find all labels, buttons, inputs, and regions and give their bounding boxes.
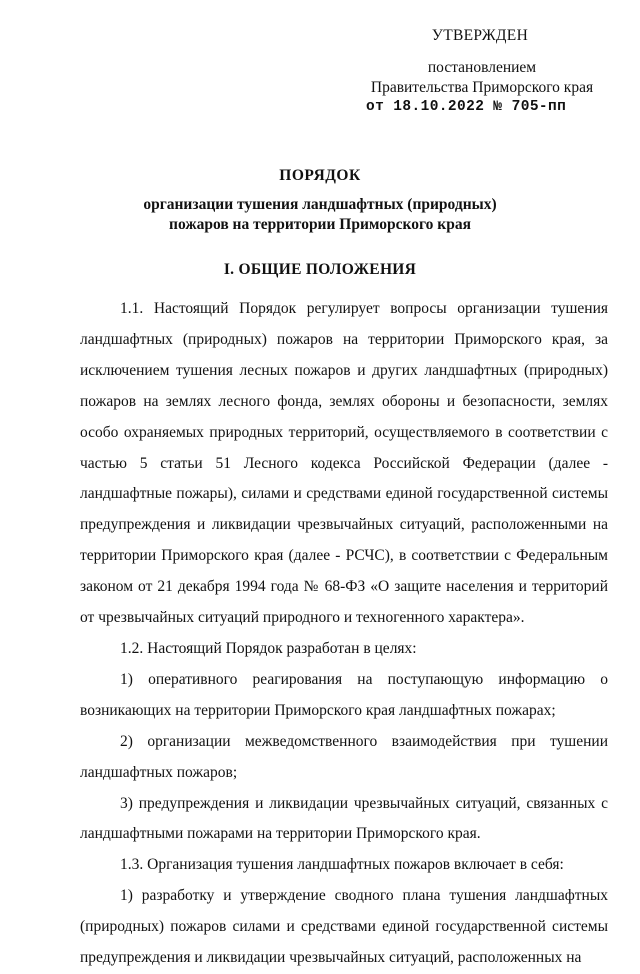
paragraph-1-1: 1.1. Настоящий Порядок регулирует вопросы организации тушения ландшафтных (природных) пожаров на территории Приморского края, за исключением тушения лесных пожаров и других ландшафтных (природных) пожаров на землях лесного фонда, землях обороны и безопасности, землях особо охраняемых природных территорий, осуществляемого в соответствии с частью 5 статьи 51 Лесного кодекса Российской Федерации (далее - ландшафтные пожары), силами и средствами единой государственной системы предупреждения и ликвидации чрезвычайных ситуаций, расположенными на территории Приморского края (далее - РСЧС), в соответствии с Федеральным законом от 21 декабря 1994 года № 68-ФЗ «О защите населения и территорий от чрезвычайных ситуаций природного и техногенного характера». [80, 300, 608, 627]
paragraph-1-2-item-1: 1) оперативного реагирования на поступающую информацию о возникающих на территории Приморского края ландшафтных пожарах; [80, 670, 608, 719]
approval-heading: УТВЕРЖДЕН [431, 27, 529, 44]
document-title: ПОРЯДОК [279, 167, 361, 184]
subtitle-line-1: организации тушения ландшафтных (природных) [143, 196, 497, 213]
paragraph-1-2-item-2: 2) организации межведомственного взаимодействия при тушении ландшафтных пожаров; [80, 732, 608, 781]
approval-date-stamp: от 18.10.2022 № 705-пп [366, 99, 567, 115]
paragraph-1-2-item-3: 3) предупреждения и ликвидации чрезвычайных ситуаций, связанных с ландшафтными пожарами на территории Приморского края. [80, 794, 608, 843]
paragraph-1-2: 1.2. Настоящий Порядок разработан в целях: [120, 639, 417, 657]
document-subtitle [0, 195, 640, 235]
approval-line-resolution: постановлением [427, 59, 537, 76]
approval-line-government: Правительства Приморского края [370, 79, 594, 96]
paragraph-1-3: 1.3. Организация тушения ландшафтных пожаров включает в себя: [120, 856, 564, 874]
approval-block [364, 26, 600, 117]
document-body [80, 294, 608, 974]
section-heading: I. ОБЩИЕ ПОЛОЖЕНИЯ [223, 261, 417, 278]
subtitle-line-2: пожаров на территории Приморского края [169, 216, 471, 233]
paragraph-1-3-item-1: 1) разработку и утверждение сводного плана тушения ландшафтных (природных) пожаров силами и средствами единой государственной системы предупреждения и ликвидации чрезвычайных ситуаций, расположенных на [80, 887, 608, 967]
